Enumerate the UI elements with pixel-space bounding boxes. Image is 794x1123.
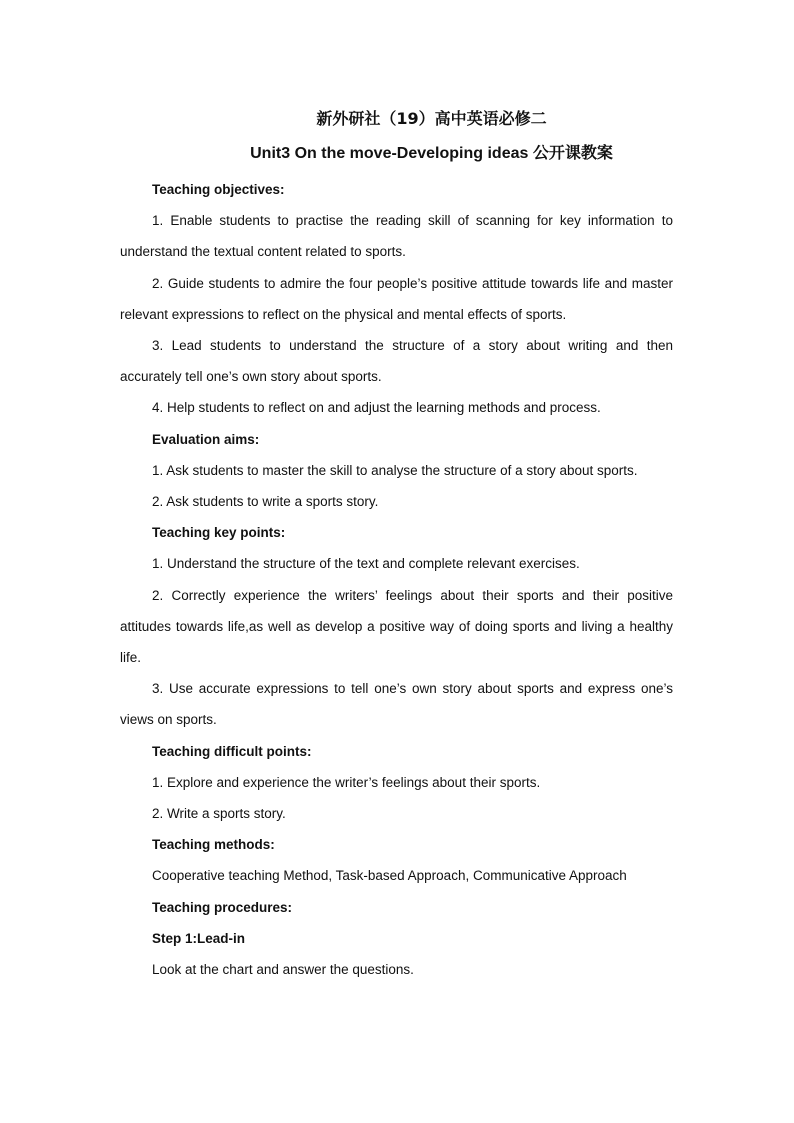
objective-item: 2. Guide students to admire the four people’s positive attitude towards life and master relevant expressions to reflect on the physical and mental effects of sports. [120,275,673,322]
difficult-points-heading: Teaching difficult points: [152,743,312,759]
difficult-point-item: 2. Write a sports story. [152,806,286,822]
key-point-item: 3. Use accurate expressions to tell one’s own story about sports and express one’s views on sports. [120,681,673,728]
objectives-heading: Teaching objectives: [152,182,285,197]
step1-heading: Step 1:Lead-in [152,930,246,946]
objective-item: 4. Help students to reflect on and adjust the learning methods and process. [152,400,601,416]
document-subtitle: Unit3 On the move-Developing ideas 公开课教案 [250,145,613,162]
methods-text: Cooperative teaching Method, Task-based Approach, Communicative Approach [152,868,627,884]
key-point-item: 1. Understand the structure of the text and complete relevant exercises. [152,556,580,572]
document-title: 新外研社（19）高中英语必修二 [316,109,547,128]
evaluation-item: 1. Ask students to master the skill to analyse the structure of a story about sports. [152,462,638,478]
objective-item: 1. Enable students to practise the reading skill of scanning for key information to understand the textual content related to sports. [120,213,673,260]
procedures-heading: Teaching procedures: [152,899,293,915]
step1-text: Look at the chart and answer the questions. [152,962,414,978]
difficult-point-item: 1. Explore and experience the writer’s feelings about their sports. [152,774,541,790]
key-points-heading: Teaching key points: [152,525,286,541]
key-point-item: 2. Correctly experience the writers’ feelings about their sports and their positive attitudes towards life,as well as develop a positive way of doing sports and living a healthy life. [120,587,673,666]
document-page [120,103,673,985]
evaluation-item: 2. Ask students to write a sports story. [152,494,379,510]
objective-item: 3. Lead students to understand the structure of a story about writing and then accurately tell one’s own story about sports. [120,338,673,385]
evaluation-heading: Evaluation aims: [152,431,260,447]
methods-heading: Teaching methods: [152,837,275,853]
